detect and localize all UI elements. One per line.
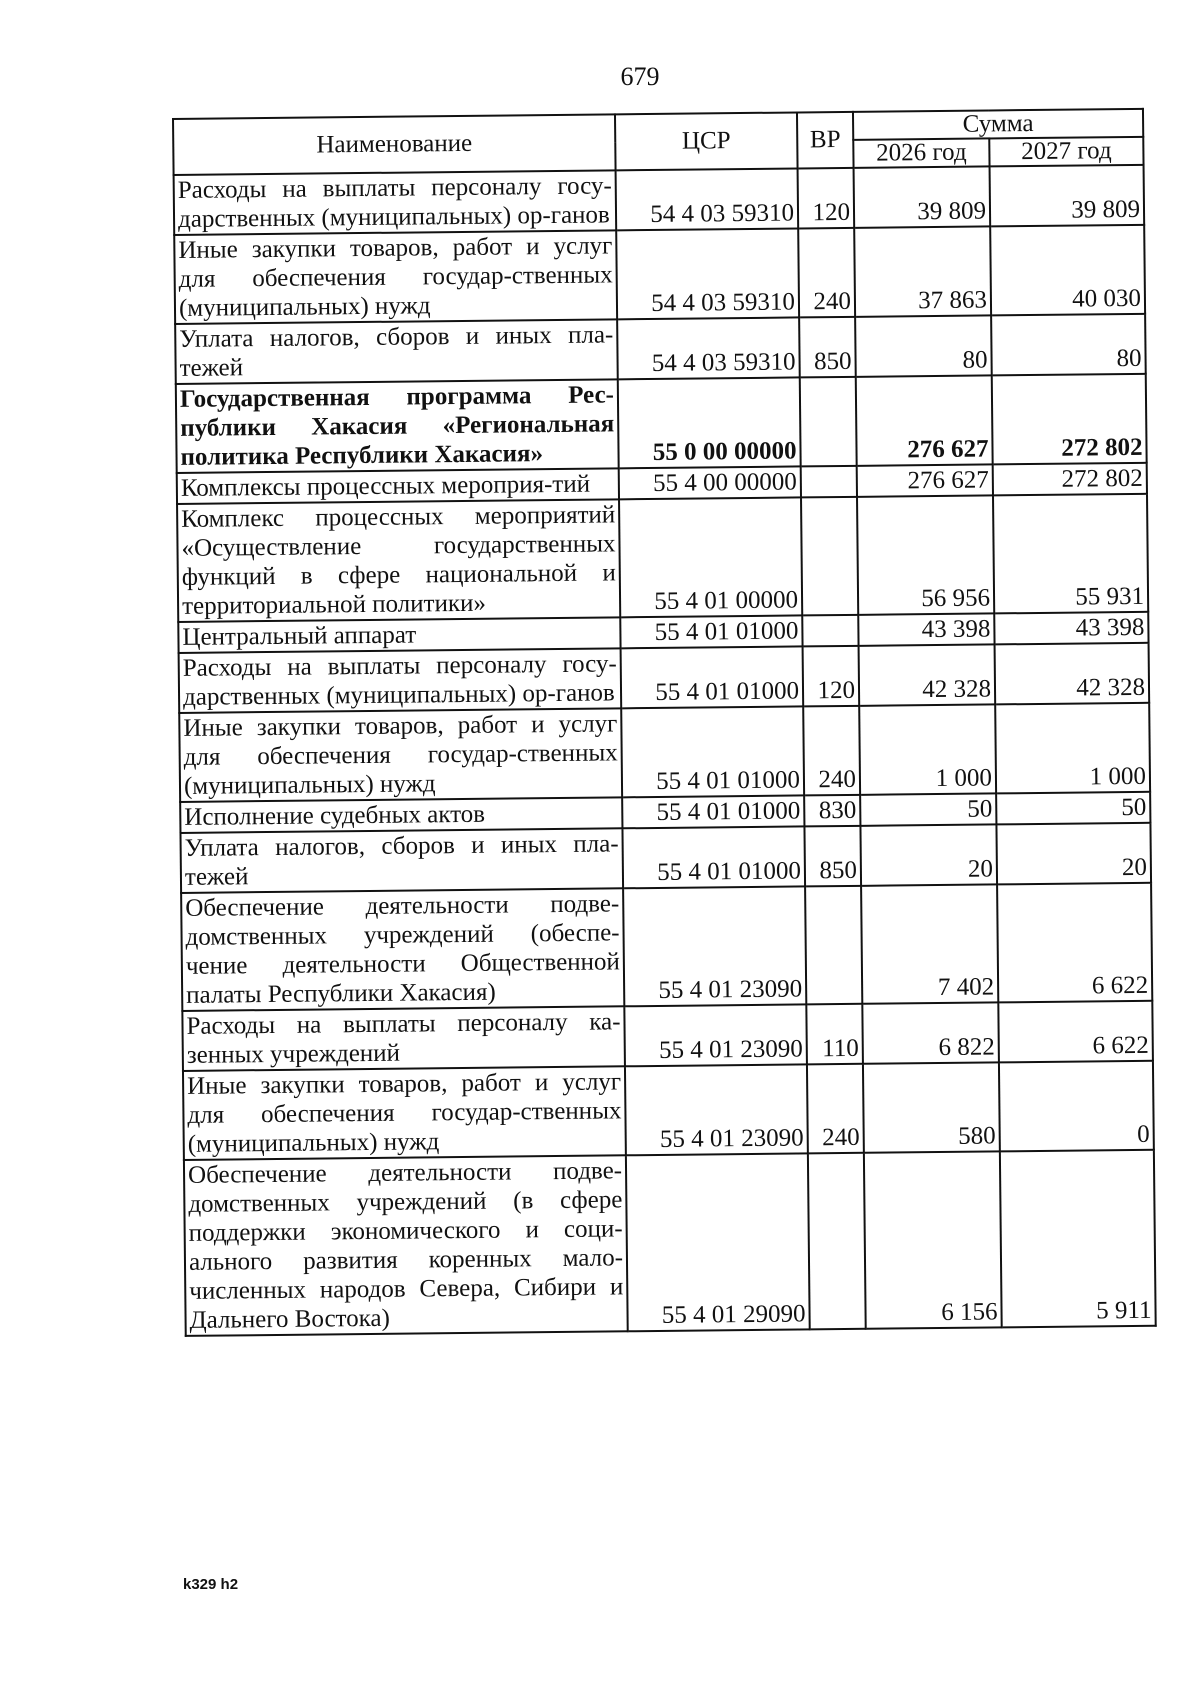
- row-vr: 240: [807, 1064, 864, 1154]
- row-amount-2027: 0: [999, 1061, 1154, 1152]
- row-name: Иные закупки товаров, работ и услуг для обеспечения государ-ственных (муниципальных) нужд: [174, 230, 617, 324]
- row-amount-2026: 43 398: [858, 613, 994, 645]
- row-vr: 240: [803, 706, 860, 796]
- row-name: Иные закупки товаров, работ и услуг для обеспечения государ-ственных (муниципальных) нужд: [179, 708, 622, 802]
- row-amount-2026: 580: [863, 1062, 1000, 1152]
- header-year-2027: 2027 год: [989, 137, 1143, 167]
- row-amount-2027: 43 398: [994, 612, 1148, 645]
- row-vr: 830: [804, 795, 860, 827]
- row-name: Комплексы процессных мероприя-тий: [177, 468, 619, 504]
- row-name: Расходы на выплаты персоналу ка-зенных учреждений: [182, 1006, 625, 1071]
- row-name: Уплата налогов, сборов и иных пла-тежей: [180, 828, 623, 893]
- row-vr: 850: [804, 826, 861, 887]
- row-name: Иные закупки товаров, работ и услуг для обеспечения государ-ственных (муниципальных) нужд: [183, 1066, 626, 1160]
- table-row: [179, 643, 1150, 713]
- row-name: Комплекс процессных мероприятий «Осуществление государственных функций в сфере национальной и территориальной политики»: [177, 499, 620, 622]
- row-csr: 55 4 01 23090: [625, 1064, 808, 1155]
- row-amount-2027: 39 809: [990, 165, 1145, 227]
- row-amount-2027: 272 802: [993, 463, 1147, 496]
- row-amount-2026: 276 627: [856, 375, 993, 465]
- row-amount-2027: 80: [991, 314, 1146, 376]
- row-amount-2026: 56 956: [857, 495, 994, 614]
- row-vr: 120: [803, 646, 860, 707]
- budget-table: [172, 108, 1157, 1337]
- table-row: [179, 703, 1150, 802]
- table-row: [183, 1061, 1154, 1160]
- header-name: Наименование: [173, 114, 616, 175]
- row-vr: 240: [798, 228, 855, 318]
- footer-code: k329 h2: [183, 1576, 239, 1593]
- row-vr: [802, 615, 858, 647]
- header-sum: Сумма: [853, 109, 1143, 140]
- row-vr: [808, 1153, 866, 1330]
- table-row: [174, 165, 1145, 235]
- row-amount-2027: 50: [996, 792, 1150, 825]
- row-csr: 55 4 01 00000: [619, 497, 802, 617]
- row-amount-2027: 272 802: [992, 374, 1147, 465]
- row-amount-2027: 55 931: [993, 494, 1148, 614]
- table-row: [175, 314, 1146, 384]
- row-amount-2026: 20: [860, 824, 997, 885]
- row-amount-2027: 6 622: [998, 1001, 1153, 1063]
- row-csr: 54 4 03 59310: [616, 228, 799, 319]
- row-amount-2026: 39 809: [854, 166, 991, 227]
- header-vr: ВР: [797, 112, 854, 169]
- row-csr: 55 4 00 00000: [619, 466, 801, 499]
- row-name: Расходы на выплаты персоналу госу-дарственных (муниципальных) ор-ганов: [179, 648, 622, 713]
- row-name: Обеспечение деятельности подве-домственных учреждений (в сфере поддержки экономического и соци-ального развития коренных мало-численных народов Севера, Сибири и Дальнего Востока): [184, 1155, 628, 1336]
- table-row: [180, 823, 1151, 893]
- row-name: Исполнение судебных актов: [180, 797, 622, 833]
- table-body: [174, 165, 1156, 1336]
- row-amount-2027: 42 328: [995, 643, 1150, 705]
- table-row: [174, 225, 1145, 324]
- row-amount-2027: 40 030: [990, 225, 1145, 316]
- row-vr: 110: [806, 1004, 863, 1065]
- row-csr: 55 4 01 23090: [623, 886, 806, 1006]
- row-amount-2027: 6 622: [997, 883, 1152, 1003]
- row-amount-2026: 1 000: [859, 704, 996, 794]
- row-csr: 55 4 01 01000: [622, 795, 804, 828]
- row-csr: 55 4 01 01000: [621, 706, 804, 797]
- table-row: [184, 1150, 1156, 1336]
- table-row: [182, 1001, 1153, 1071]
- table-row: [181, 883, 1152, 1011]
- row-vr: [801, 497, 858, 616]
- row-amount-2026: 80: [855, 315, 992, 376]
- row-name: Центральный аппарат: [178, 617, 620, 653]
- row-amount-2027: 20: [996, 823, 1151, 885]
- header-csr: ЦСР: [615, 112, 798, 170]
- row-csr: 55 4 01 01000: [622, 826, 805, 888]
- row-name: Уплата налогов, сборов и иных пла-тежей: [175, 319, 618, 384]
- row-name: Обеспечение деятельности подве-домственных учреждений (обеспе-чение деятельности Общественной палаты Республики Хакасия): [181, 888, 624, 1011]
- row-csr: 55 4 01 23090: [624, 1004, 807, 1066]
- row-amount-2026: 37 863: [854, 226, 991, 316]
- row-vr: [800, 377, 857, 467]
- row-name: Государственная программа Рес-публики Хакасия «Региональная политика Республики Хакасия»: [176, 379, 619, 473]
- row-csr: 55 0 00 00000: [618, 377, 801, 468]
- row-csr: 54 4 03 59310: [616, 168, 799, 230]
- row-amount-2027: 1 000: [995, 703, 1150, 794]
- row-amount-2026: 42 328: [859, 644, 996, 705]
- row-amount-2026: 276 627: [857, 464, 993, 496]
- row-csr: 55 4 01 01000: [621, 646, 804, 708]
- row-csr: 54 4 03 59310: [617, 317, 800, 379]
- row-vr: [805, 886, 862, 1005]
- row-vr: 120: [798, 168, 855, 229]
- row-vr: 850: [799, 317, 856, 378]
- row-csr: 55 4 01 01000: [620, 615, 802, 648]
- row-vr: [801, 466, 857, 498]
- row-name: Расходы на выплаты персоналу госу-дарственных (муниципальных) ор-ганов: [174, 170, 617, 235]
- header-year-2026: 2026 год: [853, 138, 989, 167]
- row-csr: 55 4 01 29090: [626, 1153, 810, 1331]
- row-amount-2026: 50: [860, 793, 996, 825]
- row-amount-2026: 6 156: [864, 1151, 1002, 1328]
- row-amount-2026: 6 822: [862, 1002, 999, 1063]
- table-row: [177, 494, 1148, 622]
- table-row: [176, 374, 1147, 473]
- row-amount-2027: 5 911: [1000, 1150, 1156, 1328]
- page-number: 679: [620, 62, 660, 91]
- row-amount-2026: 7 402: [861, 884, 998, 1003]
- table-header: [173, 109, 1144, 175]
